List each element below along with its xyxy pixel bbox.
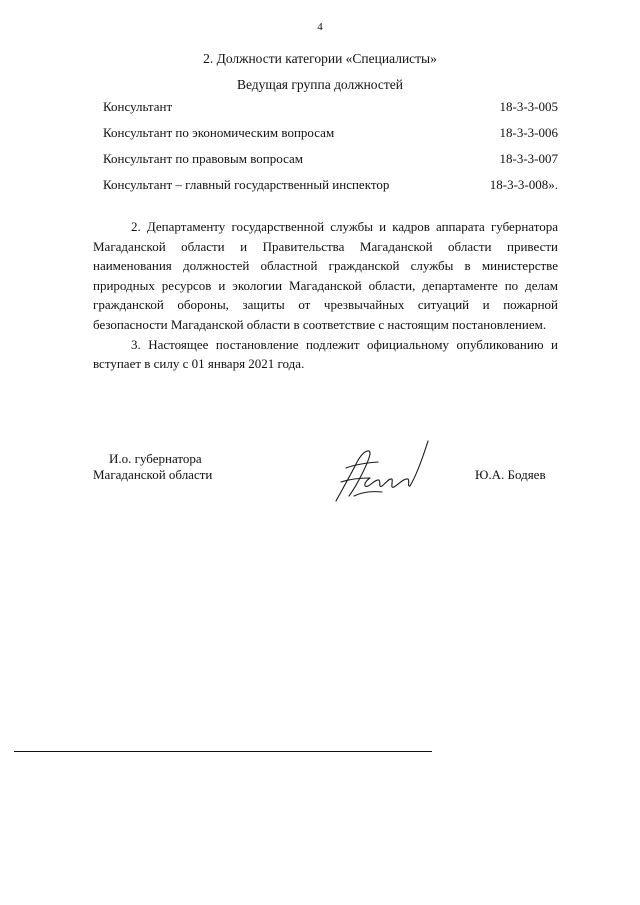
position-row [103,99,558,125]
signer-name: Ю.А. Бодяев [475,467,546,482]
handwritten-signature [332,438,432,504]
position-code: 18-3-3-005 [499,99,558,114]
page-number: 4 [317,21,323,33]
positions-list [103,99,558,203]
signatory-role [93,451,212,483]
signatory-role-line-2: Магаданской области [93,467,213,482]
position-title: Консультант по правовым вопросам [103,151,304,166]
position-row [103,151,558,177]
paragraph-effective-date: 3. Настоящее постановление подлежит официальному опубликованию и вступает в силу с 01 января 2021 года. [93,336,558,372]
position-title: Консультант по экономическим вопросам [103,125,335,140]
position-row [103,177,558,203]
paragraph-department-instruction: 2. Департаменту государственной службы и кадров аппарата губернатора Магаданской области и Правительства Магаданской области привести наименования должностей областной гражданской службы в министерстве природных ресурсов и экологии Магаданской области, департаменте по делам гражданской обороны, защиты от чрезвычайных ситуаций и пожарной безопасности Магаданской области в соответствие с настоящим постановлением. [93,219,558,332]
signatory-role-line-1: И.о. губернатора [109,451,202,466]
position-code: 18-3-3-007 [499,151,558,166]
position-row [103,125,558,151]
position-title: Консультант [103,99,173,114]
position-title: Консультант – главный государственный инспектор [103,177,390,192]
body-text [93,217,558,374]
footnote-divider [14,751,432,752]
group-title: Ведущая группа должностей [236,77,403,92]
position-code: 18-3-3-006 [499,125,558,140]
position-code: 18-3-3-008». [489,177,558,192]
section-title: 2. Должности категории «Специалисты» [203,51,437,66]
